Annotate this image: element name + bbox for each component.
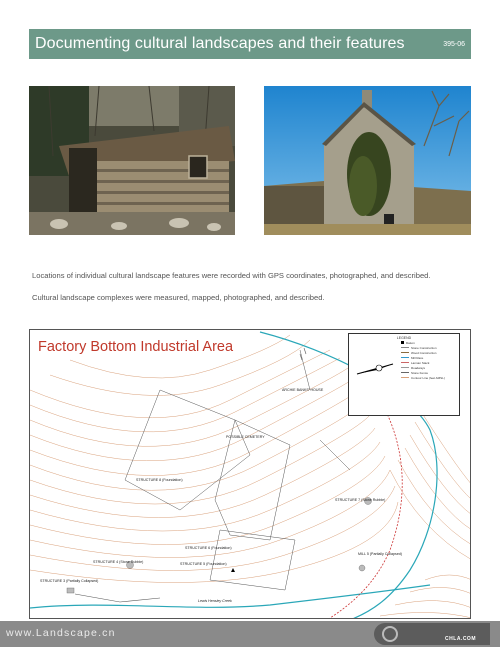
site-map [29,329,471,619]
mill-5-label: MILL 5 (Partially Collapsed) [358,552,403,556]
possible-cemetery-label: POSSIBLE CEMETERY [226,435,265,439]
legend-item: Wood Construction [353,350,455,355]
paragraph-complexes: Cultural landscape complexes were measured, mapped, photographed, and described. [32,293,325,302]
legend-item: Mill Race [353,355,455,360]
structure-6-label: STRUCTURE 6 (Foundation) [185,546,232,550]
footer-site-link[interactable]: www.Landscape.cn [6,627,116,639]
stone-house-photo [264,86,471,235]
legend-item: Stone Fence [353,370,455,375]
creek-label: Lewis Hensley Creek [198,599,232,603]
legend-item: Contour Line (feet AMSL) [353,375,455,380]
north-arrow-icon [355,356,395,382]
page-title: Documenting cultural landscapes and their features [35,35,405,52]
logo-text: CHLA.COM [445,636,476,642]
legend-item: Lannan Stack [353,360,455,365]
map-title: Factory Bottom Industrial Area [38,339,234,355]
map-legend [348,333,460,416]
structure-8-label: STRUCTURE 8 (Foundation) [136,478,183,482]
footer-bar [0,621,500,647]
legend-item: Roadways [353,365,455,370]
legend-item: Stone Construction [353,345,455,350]
structure-7-label: STRUCTURE 7 (Stone Rubble) [335,498,386,502]
page-header [29,29,471,59]
page-code: 395-06 [443,40,465,48]
chla-logo [374,623,490,645]
legend-item: Datum [353,340,455,345]
legend-title: LEGEND [396,336,412,340]
log-cabin-photo [29,86,235,235]
paragraph-gps: Locations of individual cultural landscape features were recorded with GPS coordinates, photographed, and described. [32,271,431,280]
archie-banks-house-label: ARCHIE BANKS' HOUSE [282,388,324,392]
logo-icon [382,626,398,642]
structure-5-label: STRUCTURE 5 (Foundation) [180,562,227,566]
structure-3-label: STRUCTURE 3 (Partially Collapsed) [40,579,99,583]
structure-4-label: STRUCTURE 4 (Stone Rubble) [93,560,144,564]
